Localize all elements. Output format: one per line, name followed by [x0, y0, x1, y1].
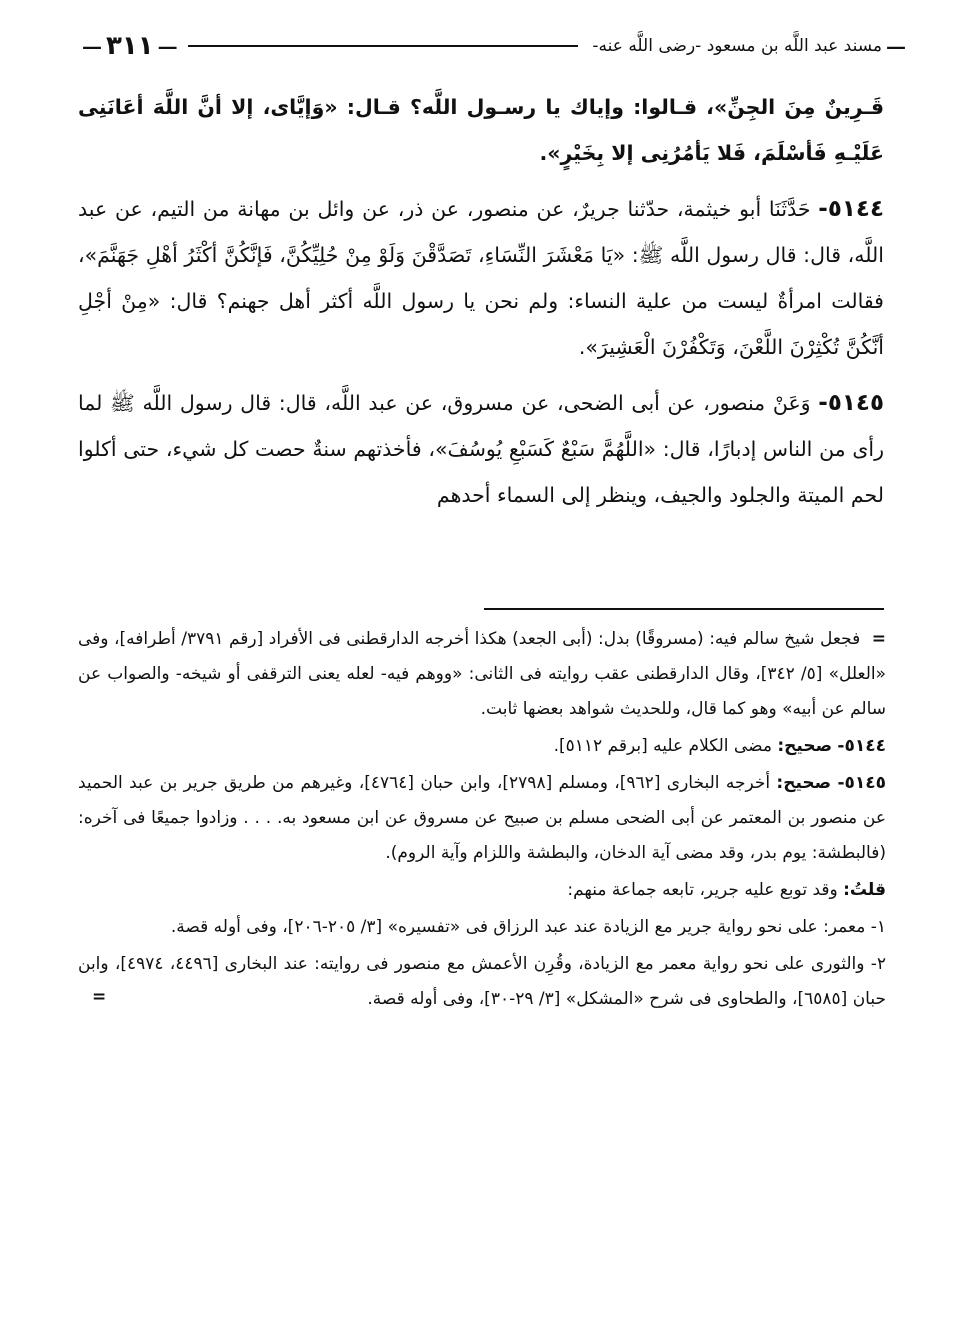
- page-number: ٣١١: [106, 31, 154, 61]
- footnote-qult: [78, 873, 886, 908]
- hadith-text: وَعَنْ منصور، عن أبى الضحى، عن مسروق، عن عبد اللَّه، قال: قال رسول اللَّه ﷺ لما رأى من الناس إدبارًا، قال: «اللَّهُمَّ سَبْعٌ كَسَبْعِ يُوسُفَ»، فأخذتهم سنةٌ حصت كل شيء، حتى أكلوا لحم الميتة والجلود والجيف، وينظر إلى السماء أحدهم: [78, 391, 884, 507]
- footnote-continuation: [78, 622, 886, 727]
- grade-label: صحيح:: [776, 773, 832, 793]
- continues-mark: =: [92, 987, 107, 1007]
- hadith-number: ٥١٤٤-: [818, 196, 884, 222]
- page-header: — مسند عبد اللَّه بن مسعود -رضى اللَّه عنه- — ٣١١ —: [82, 31, 906, 61]
- footnote-text: وقد توبع عليه جرير، تابعه جماعة منهم:: [567, 880, 838, 900]
- footnote-number: ٥١٤٥-: [837, 773, 887, 793]
- footnote-number: ٥١٤٤-: [837, 736, 886, 756]
- footnote-5145: [78, 766, 886, 871]
- footnote-text: ١- معمر: على نحو رواية جرير مع الزيادة عند عبد الرزاق فى «تفسيره» [٣/ ٢٠٥-٢٠٦]، وفى أوله قصة.: [170, 917, 886, 937]
- hadith-continuation: [78, 84, 884, 176]
- footnote-item-2: [78, 947, 886, 1017]
- grade-label: صحيح:: [777, 736, 833, 756]
- running-title: مسند عبد اللَّه بن مسعود -رضى اللَّه عنه-: [592, 36, 882, 56]
- hadith-5145: [78, 380, 884, 518]
- footnote-text: فجعل شيخ سالم فيه: (مسروقًا) بدل: (أبى الجعد) هكذا أخرجه الدارقطنى فى الأفراد [رقم ٣٧٩١/ أطرافه]، وفى «العلل» [٥/ ٣٤٢]، وقال الدارقطنى عقب روايته فى الثانى: «ووهم فيه- لعله يعنى الترقفى أو شيخه- والصواب عن سالم عن أبيه» وهو كما قال، وللحديث شواهد بعضها ثابت.: [78, 629, 886, 719]
- footnotes: [78, 622, 886, 1019]
- hadith-text: حَدَّثَنَا أبو خيثمة، حدّثنا جريرٌ، عن منصور، عن ذر، عن وائل بن مهانة من التيم، عن عبد اللَّه، قال: قال رسول اللَّه ﷺ: «يَا مَعْشَرَ النِّسَاءِ، تَصَدَّقْنَ وَلَوْ مِنْ حُلِيِّكُنَّ، فَإنَّكُنَّ أكْثَرُ أهْلِ جَهَنَّمَ»، فقالت امرأةٌ ليست من علية النساء: ولم نحن يا رسول اللَّه أكثر أهل جهنم؟ قال: «مِنْ أجْلِ أنَّكُنَّ تُكْثِرْنَ اللَّعْنَ، وَتَكْفُرْنَ الْعَشِيرَ».: [78, 197, 884, 359]
- footnote-text: أخرجه البخارى [٩٦٢]، ومسلم [٢٧٩٨]، وابن حبان [٤٧٦٤]، وغيرهم من طريق جرير بن عبد الحميد عن منصور بن المعتمر عن أبى الضحى مسلم بن صبيح عن مسروق عن ابن مسعود به. . . . وزادوا جميعًا فى آخره: (فالبطشة: يوم بدر، وقد مضى آية الدخان، والبطشة واللزام وآية الروم).: [78, 773, 886, 863]
- footnote-text: ٢- والثورى على نحو رواية معمر مع الزيادة، وقُرِن الأعمش مع منصور فى روايته: عند البخارى [٤٤٩٦، ٤٩٧٤]، وابن حبان [٦٥٨٥]، والطحاوى فى شرح «المشكل» [٣/ ٢٩-٣٠]، وفى أوله قصة.: [78, 954, 886, 1009]
- qult-label: قلتُ:: [843, 880, 886, 900]
- continuation-text: قَـرِينٌ مِنَ الجِنِّ»، قـالوا: وإياك يا رسـول اللَّه؟ قـال: «وَإيَّاى، إلا أنَّ اللَّهَ أعَانَنِى عَلَيْـهِ فَأسْلَمَ، فَلا يَأمُرُنِى إلا بِخَيْرٍ».: [78, 95, 884, 165]
- footnote-5144: [78, 729, 886, 764]
- main-text: [78, 84, 884, 528]
- hadith-5144: [78, 186, 884, 370]
- continuation-mark: =: [871, 629, 886, 649]
- footnote-text: مضى الكلام عليه [برقم ٥١١٢].: [553, 736, 772, 756]
- footnote-divider: [484, 608, 884, 610]
- header-rule: [188, 45, 579, 47]
- hadith-number: ٥١٤٥-: [818, 390, 884, 416]
- footnote-item-1: [78, 910, 886, 945]
